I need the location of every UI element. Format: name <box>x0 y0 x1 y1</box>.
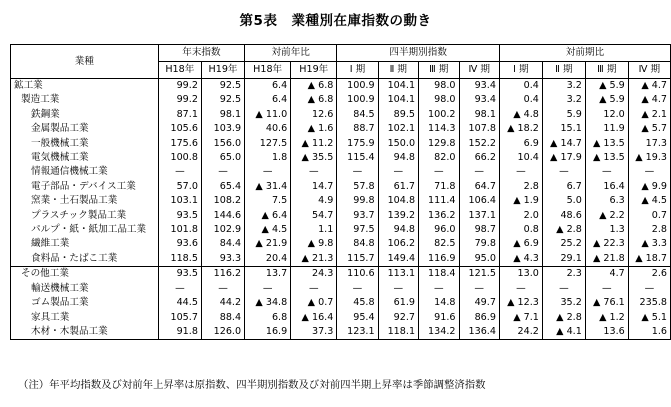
table-cell: 40.6 <box>245 122 291 136</box>
table-cell: ▲ 9.9 <box>628 180 670 194</box>
table-row <box>11 267 671 282</box>
table-cell: — <box>291 165 337 179</box>
header-qoq: 対前期比 <box>499 45 670 62</box>
table-cell: 95.0 <box>459 252 499 267</box>
table-row <box>11 311 671 325</box>
row-label: 金属製品工業 <box>11 122 159 136</box>
table-cell: 11.9 <box>585 122 628 136</box>
table-cell: 92.5 <box>201 79 244 94</box>
table-cell: 6.3 <box>585 194 628 208</box>
header-q4: Ⅳ 期 <box>459 62 499 79</box>
table-cell: ▲ 5.7 <box>628 122 670 136</box>
table-cell: 82.0 <box>419 151 459 165</box>
table-cell: 139.2 <box>378 209 418 223</box>
table-cell: 16.9 <box>245 325 291 340</box>
table-cell: 84.5 <box>337 108 378 122</box>
table-cell: 0.7 <box>628 209 670 223</box>
table-cell: 37.3 <box>291 325 337 340</box>
table-cell: 48.6 <box>542 209 585 223</box>
header-year-end: 年末指数 <box>158 45 244 62</box>
table-cell: 102.9 <box>201 223 244 237</box>
table-cell: 10.4 <box>499 151 542 165</box>
header-quarterly: 四半期別指数 <box>337 45 500 62</box>
table-cell: ▲ 2.1 <box>628 108 670 122</box>
table-cell: 98.0 <box>419 79 459 94</box>
table-cell: 97.5 <box>337 223 378 237</box>
table-cell: 6.4 <box>245 79 291 94</box>
table-cell: 6.8 <box>245 311 291 325</box>
table-cell: ▲ 5.9 <box>585 79 628 94</box>
table-cell: 82.5 <box>419 237 459 251</box>
table-row <box>11 223 671 237</box>
table-cell: 65.0 <box>201 151 244 165</box>
table-cell: — <box>499 165 542 179</box>
table-cell: 100.9 <box>337 79 378 94</box>
table-cell: 3.2 <box>542 79 585 94</box>
row-label: 鉱工業 <box>11 79 159 94</box>
table-cell: 99.2 <box>158 79 201 94</box>
table-row <box>11 282 671 296</box>
table-cell: — <box>419 282 459 296</box>
table-cell: 0.8 <box>499 223 542 237</box>
table-cell: ▲ 5.9 <box>585 93 628 107</box>
row-label: 木材・木製品工業 <box>11 325 159 340</box>
table-cell: 66.2 <box>459 151 499 165</box>
table-cell: 13.6 <box>585 325 628 340</box>
table-cell: 2.8 <box>628 223 670 237</box>
table-cell: 116.2 <box>201 267 244 282</box>
table-cell: 57.0 <box>158 180 201 194</box>
table-cell: 116.9 <box>419 252 459 267</box>
table-cell: 114.3 <box>419 122 459 136</box>
table-cell: 24.2 <box>499 325 542 340</box>
table-cell: 93.7 <box>337 209 378 223</box>
table-cell: 115.7 <box>337 252 378 267</box>
table-cell: 104.1 <box>378 93 418 107</box>
table-cell: ▲ 4.7 <box>628 93 670 107</box>
table-cell: — <box>378 282 418 296</box>
table-cell: ▲ 11.0 <box>245 108 291 122</box>
header-industry: 業種 <box>11 45 159 79</box>
table-cell: 2.3 <box>542 267 585 282</box>
table-cell: 29.1 <box>542 252 585 267</box>
table-cell: — <box>337 282 378 296</box>
table-cell: 98.1 <box>201 108 244 122</box>
table-row <box>11 180 671 194</box>
table-cell: 175.9 <box>337 137 378 151</box>
table-row <box>11 137 671 151</box>
table-cell: — <box>628 165 670 179</box>
table-cell: — <box>158 165 201 179</box>
table-cell: 54.7 <box>291 209 337 223</box>
header-row-1 <box>11 45 671 62</box>
table-cell: 96.0 <box>419 223 459 237</box>
table-cell: ▲ 4.5 <box>245 223 291 237</box>
row-label: 食料品・たばこ工業 <box>11 252 159 267</box>
table-cell: 118.1 <box>378 325 418 340</box>
table-cell: — <box>245 282 291 296</box>
table-cell: ▲ 1.9 <box>499 194 542 208</box>
table-cell: ▲ 4.3 <box>499 252 542 267</box>
table-row <box>11 325 671 340</box>
table-cell: ▲ 76.1 <box>585 296 628 310</box>
table-cell: 137.1 <box>459 209 499 223</box>
table-cell: 15.1 <box>542 122 585 136</box>
table-cell: ▲ 2.8 <box>542 311 585 325</box>
table-row <box>11 93 671 107</box>
table-cell: ▲ 6.8 <box>291 93 337 107</box>
table-cell: 129.8 <box>419 137 459 151</box>
table-cell: ▲ 0.7 <box>291 296 337 310</box>
header-h19: H19年 <box>201 62 244 79</box>
table-cell: 1.8 <box>245 151 291 165</box>
table-cell: 98.0 <box>419 93 459 107</box>
table-cell: 4.7 <box>585 267 628 282</box>
table-cell: 13.0 <box>499 267 542 282</box>
table-row <box>11 209 671 223</box>
table-cell: 98.1 <box>459 108 499 122</box>
row-label: 一般機械工業 <box>11 137 159 151</box>
row-label: 繊維工業 <box>11 237 159 251</box>
table-cell: 103.9 <box>201 122 244 136</box>
table-cell: 100.9 <box>337 93 378 107</box>
header-qoq-q3: Ⅲ 期 <box>585 62 628 79</box>
table-cell: 64.7 <box>459 180 499 194</box>
table-row <box>11 296 671 310</box>
table-cell: 16.4 <box>585 180 628 194</box>
table-cell: 89.5 <box>378 108 418 122</box>
table-title: 第5表 業種別在庫指数の動き <box>239 13 432 29</box>
header-h18: H18年 <box>158 62 201 79</box>
table-cell: ▲ 6.9 <box>499 237 542 251</box>
table-cell: — <box>158 282 201 296</box>
table-cell: 92.5 <box>201 93 244 107</box>
table-cell: ▲ 13.5 <box>585 137 628 151</box>
table-cell: ▲ 9.8 <box>291 237 337 251</box>
table-cell: ▲ 11.2 <box>291 137 337 151</box>
table-cell: ▲ 13.5 <box>585 151 628 165</box>
table-cell: 1.3 <box>585 223 628 237</box>
table-cell: 0.4 <box>499 79 542 94</box>
table-cell: 115.4 <box>337 151 378 165</box>
table-cell: 106.2 <box>378 237 418 251</box>
table-cell: ▲ 3.3 <box>628 237 670 251</box>
table-cell: 4.9 <box>291 194 337 208</box>
table-row <box>11 194 671 208</box>
table-cell: 5.9 <box>542 108 585 122</box>
table-cell: 7.5 <box>245 194 291 208</box>
table-cell: 104.8 <box>378 194 418 208</box>
table-cell: ▲ 1.2 <box>585 311 628 325</box>
header-qoq-q1: Ⅰ 期 <box>499 62 542 79</box>
table-cell: 92.7 <box>378 311 418 325</box>
table-cell: — <box>585 165 628 179</box>
table-row <box>11 108 671 122</box>
table-row <box>11 79 671 94</box>
table-cell: ▲ 4.1 <box>542 325 585 340</box>
header-yoy-h18: H18年 <box>245 62 291 79</box>
table-cell: 91.6 <box>419 311 459 325</box>
table-cell: 84.8 <box>337 237 378 251</box>
table-cell: ▲ 34.8 <box>245 296 291 310</box>
table-cell: 91.8 <box>158 325 201 340</box>
table-cell: 14.7 <box>291 180 337 194</box>
table-cell: — <box>459 165 499 179</box>
table-cell: 1.1 <box>291 223 337 237</box>
table-cell: ▲ 17.9 <box>542 151 585 165</box>
table-cell: 152.2 <box>459 137 499 151</box>
table-cell: 136.2 <box>419 209 459 223</box>
table-cell: 12.6 <box>291 108 337 122</box>
row-label: 家具工業 <box>11 311 159 325</box>
footnote: （注）年平均指数及び対前年上昇率は原指数、四半期別指数及び対前四半期上昇率は季節調整済指数 <box>18 379 486 391</box>
table-cell: 87.1 <box>158 108 201 122</box>
table-cell: 2.6 <box>628 267 670 282</box>
header-q1: Ⅰ 期 <box>337 62 378 79</box>
table-cell: 93.6 <box>158 237 201 251</box>
table-cell: 105.6 <box>158 122 201 136</box>
table-cell: 95.4 <box>337 311 378 325</box>
table-cell: ▲ 2.8 <box>542 223 585 237</box>
table-cell: 118.5 <box>158 252 201 267</box>
table-cell: 44.2 <box>201 296 244 310</box>
table-cell: ▲ 21.8 <box>585 252 628 267</box>
table-cell: — <box>378 165 418 179</box>
inventory-index-table <box>10 44 671 340</box>
table-cell: 71.8 <box>419 180 459 194</box>
table-cell: 102.1 <box>378 122 418 136</box>
table-cell: — <box>499 282 542 296</box>
table-cell: — <box>337 165 378 179</box>
table-cell: 2.0 <box>499 209 542 223</box>
table-cell: 6.4 <box>245 93 291 107</box>
table-cell: 106.4 <box>459 194 499 208</box>
table-cell: ▲ 4.8 <box>499 108 542 122</box>
table-cell: 118.4 <box>419 267 459 282</box>
table-cell: — <box>291 282 337 296</box>
table-cell: 108.2 <box>201 194 244 208</box>
table-cell: 101.8 <box>158 223 201 237</box>
table-cell: 113.1 <box>378 267 418 282</box>
table-cell: 99.8 <box>337 194 378 208</box>
header-yoy: 対前年比 <box>245 45 337 62</box>
row-label: 情報通信機械工業 <box>11 165 159 179</box>
table-cell: — <box>201 165 244 179</box>
row-label: パルプ・紙・紙加工品工業 <box>11 223 159 237</box>
table-cell: 93.4 <box>459 79 499 94</box>
table-cell: 103.1 <box>158 194 201 208</box>
table-cell: 13.7 <box>245 267 291 282</box>
row-label: 電子部品・デバイス工業 <box>11 180 159 194</box>
table-cell: ▲ 2.2 <box>585 209 628 223</box>
table-cell: 149.4 <box>378 252 418 267</box>
table-cell: 20.4 <box>245 252 291 267</box>
table-cell: 84.4 <box>201 237 244 251</box>
table-cell: 12.0 <box>585 108 628 122</box>
table-cell: 100.2 <box>419 108 459 122</box>
table-cell: 88.7 <box>337 122 378 136</box>
row-label: 窯業・土石製品工業 <box>11 194 159 208</box>
table-cell: — <box>419 165 459 179</box>
table-cell: ▲ 4.7 <box>628 79 670 94</box>
table-cell: 94.8 <box>378 223 418 237</box>
table-cell: 5.0 <box>542 194 585 208</box>
table-cell: — <box>628 282 670 296</box>
table-cell: ▲ 21.9 <box>245 237 291 251</box>
table-cell: 94.8 <box>378 151 418 165</box>
table-cell: ▲ 6.4 <box>245 209 291 223</box>
row-label: 製造工業 <box>11 93 159 107</box>
header-yoy-h19: H19年 <box>291 62 337 79</box>
table-row <box>11 122 671 136</box>
row-label: プラスチック製品工業 <box>11 209 159 223</box>
row-label: ゴム製品工業 <box>11 296 159 310</box>
table-row <box>11 252 671 267</box>
table-cell: 3.2 <box>542 93 585 107</box>
table-cell: — <box>459 282 499 296</box>
header-q3: Ⅲ 期 <box>419 62 459 79</box>
table-cell: 93.4 <box>459 93 499 107</box>
header-q2: Ⅱ 期 <box>378 62 418 79</box>
table-cell: — <box>245 165 291 179</box>
row-label: 輸送機械工業 <box>11 282 159 296</box>
table-row <box>11 237 671 251</box>
table-cell: 25.2 <box>542 237 585 251</box>
table-cell: — <box>585 282 628 296</box>
table-cell: 100.8 <box>158 151 201 165</box>
table-cell: ▲ 18.2 <box>499 122 542 136</box>
table-cell: ▲ 1.6 <box>291 122 337 136</box>
table-cell: 88.4 <box>201 311 244 325</box>
table-cell: 98.7 <box>459 223 499 237</box>
table-cell: 61.7 <box>378 180 418 194</box>
row-label: その他工業 <box>11 267 159 282</box>
table-cell: ▲ 21.3 <box>291 252 337 267</box>
table-cell: 144.6 <box>201 209 244 223</box>
table-cell: 14.8 <box>419 296 459 310</box>
table-cell: ▲ 5.1 <box>628 311 670 325</box>
table-cell: 6.9 <box>499 137 542 151</box>
table-cell: ▲ 12.3 <box>499 296 542 310</box>
table-cell: 105.7 <box>158 311 201 325</box>
table-cell: 104.1 <box>378 79 418 94</box>
table-cell: 136.4 <box>459 325 499 340</box>
table-body <box>11 79 671 340</box>
table-cell: 24.3 <box>291 267 337 282</box>
header-qoq-q4: Ⅳ 期 <box>628 62 670 79</box>
table-cell: 49.7 <box>459 296 499 310</box>
table-cell: 150.0 <box>378 137 418 151</box>
table-row <box>11 165 671 179</box>
header-qoq-q2: Ⅱ 期 <box>542 62 585 79</box>
table-cell: 127.5 <box>245 137 291 151</box>
table-cell: ▲ 31.4 <box>245 180 291 194</box>
table-cell: ▲ 35.5 <box>291 151 337 165</box>
table-cell: 126.0 <box>201 325 244 340</box>
table-cell: 17.3 <box>628 137 670 151</box>
table-cell: 121.5 <box>459 267 499 282</box>
row-label: 電気機械工業 <box>11 151 159 165</box>
table-cell: 65.4 <box>201 180 244 194</box>
table-cell: ▲ 22.3 <box>585 237 628 251</box>
table-cell: 35.2 <box>542 296 585 310</box>
table-cell: 44.5 <box>158 296 201 310</box>
table-cell: 175.6 <box>158 137 201 151</box>
table-cell: ▲ 19.3 <box>628 151 670 165</box>
table-cell: 79.8 <box>459 237 499 251</box>
table-cell: 86.9 <box>459 311 499 325</box>
table-cell: 99.2 <box>158 93 201 107</box>
table-cell: 134.2 <box>419 325 459 340</box>
table-cell: 123.1 <box>337 325 378 340</box>
table-cell: 2.8 <box>499 180 542 194</box>
table-cell: — <box>201 282 244 296</box>
table-cell: 93.3 <box>201 252 244 267</box>
table-cell: 45.8 <box>337 296 378 310</box>
table-cell: ▲ 4.5 <box>628 194 670 208</box>
table-cell: ▲ 14.7 <box>542 137 585 151</box>
table-cell: 156.0 <box>201 137 244 151</box>
table-cell: 110.6 <box>337 267 378 282</box>
table-cell: ▲ 6.8 <box>291 79 337 94</box>
table-cell: 235.8 <box>628 296 670 310</box>
table-cell: ▲ 7.1 <box>499 311 542 325</box>
table-cell: 111.4 <box>419 194 459 208</box>
table-row <box>11 151 671 165</box>
table-cell: — <box>542 165 585 179</box>
table-cell: 57.8 <box>337 180 378 194</box>
row-label: 鉄鋼業 <box>11 108 159 122</box>
table-cell: 93.5 <box>158 267 201 282</box>
table-cell: ▲ 18.7 <box>628 252 670 267</box>
table-cell: 61.9 <box>378 296 418 310</box>
table-cell: — <box>542 282 585 296</box>
table-cell: 1.6 <box>628 325 670 340</box>
table-cell: 107.8 <box>459 122 499 136</box>
table-cell: 93.5 <box>158 209 201 223</box>
table-cell: 0.4 <box>499 93 542 107</box>
table-cell: ▲ 16.4 <box>291 311 337 325</box>
table-cell: 6.7 <box>542 180 585 194</box>
